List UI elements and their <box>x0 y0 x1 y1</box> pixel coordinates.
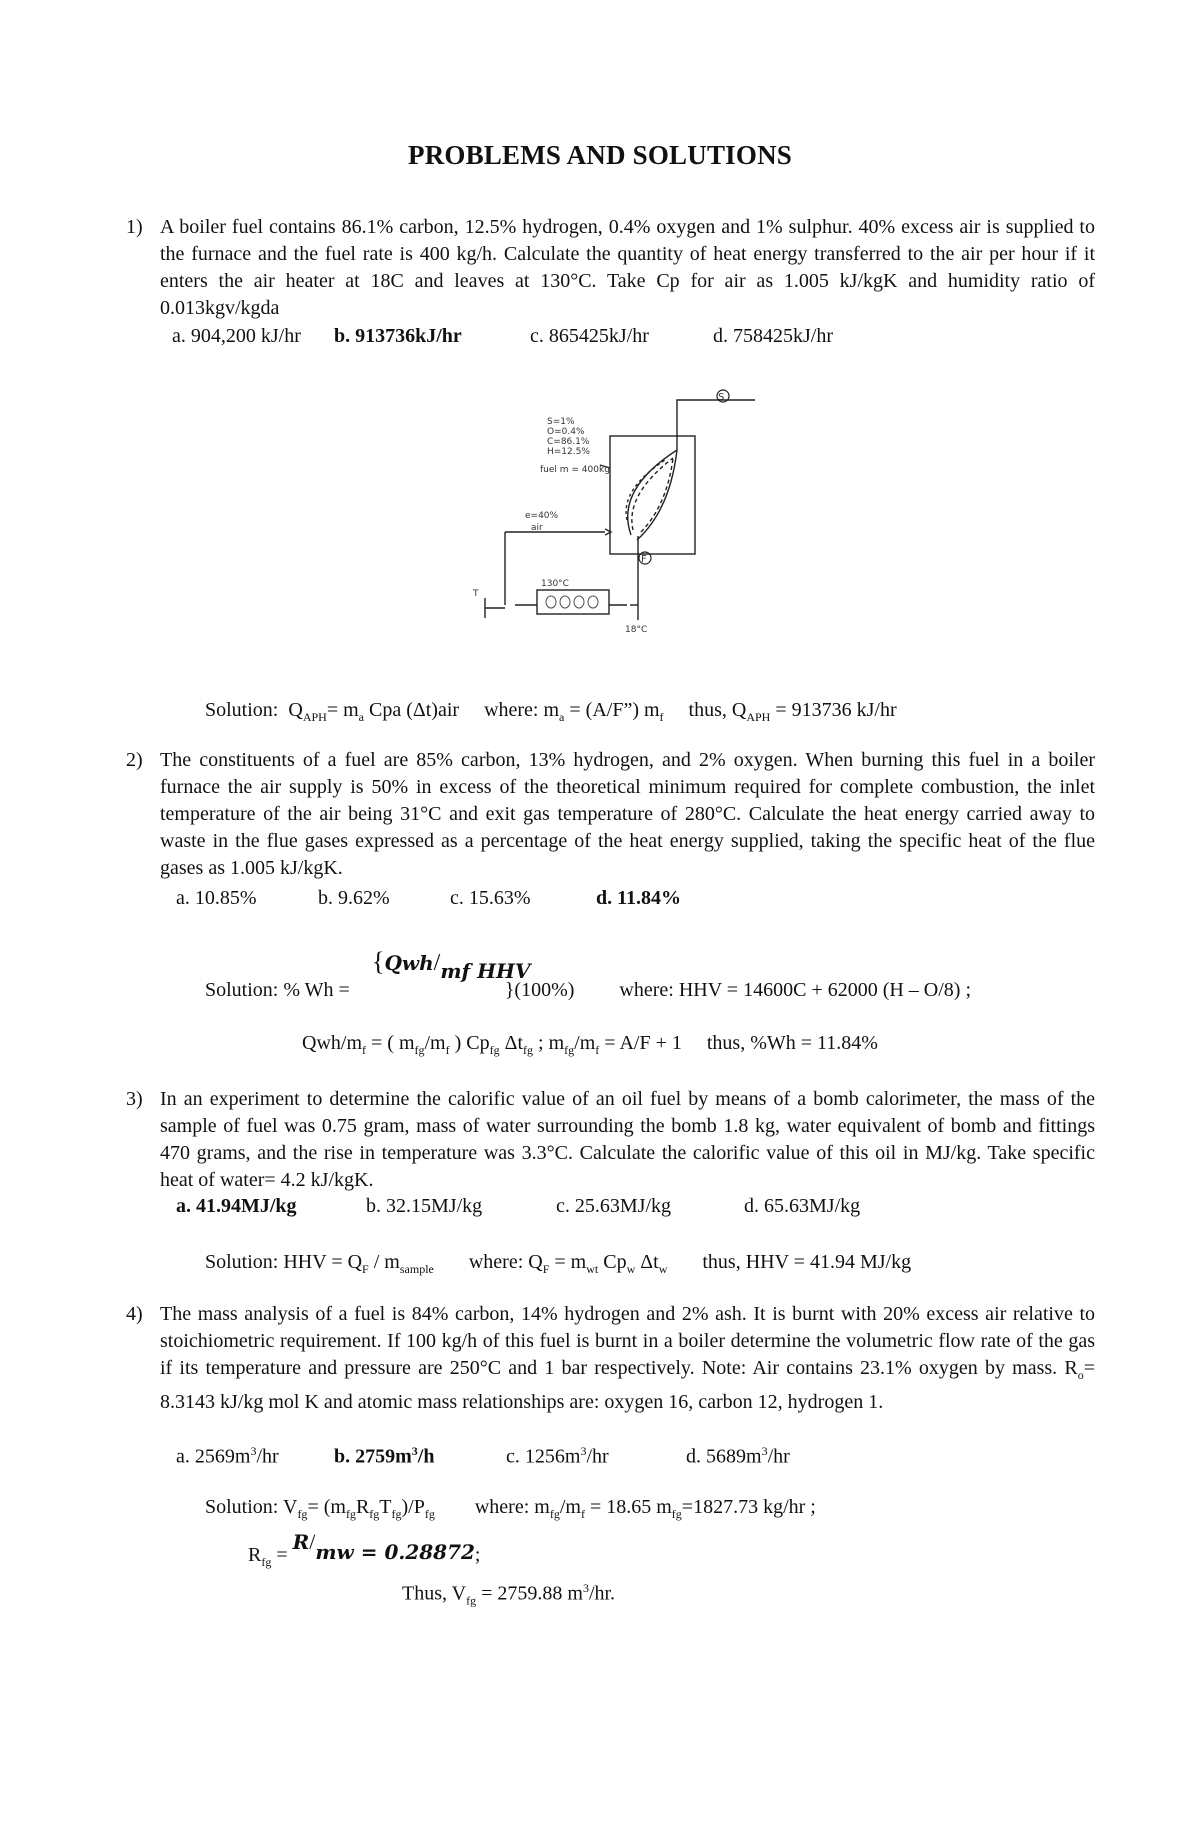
problem-4-option-d: d. $5689m^3/hr$ <box>686 1444 790 1468</box>
problem-4-option-a: a. $2569m^3/hr$ <box>176 1444 279 1468</box>
problem-2-option-c: c. 15.63% <box>450 887 531 909</box>
label-130: 130°C <box>541 579 569 589</box>
problem-3-option-a: a. 41.94MJ/kg <box>176 1195 297 1217</box>
page-title: PROBLEMS AND SOLUTIONS <box>408 140 792 170</box>
problem-3-solution: Solution: HHV = $Q_F / m_{sample}$ where: $Q_F = m_{wt}$ $Cp_w$ $\Delta t_w$ thus, HHV = 41.94 MJ/kg <box>205 1251 912 1276</box>
problem-4-r-formula: $R_{fg} = R/mw = 0.28872$; <box>248 1529 481 1569</box>
flue-gas-line <box>677 400 755 450</box>
problem-1-option-b: b. 913736kJ/hr <box>334 325 462 347</box>
problem-1-option-d: d. 758425kJ/hr <box>713 325 833 347</box>
problem-1-solution: Solution: $Q_{APH}= m_a$ Cpa (Δt)air where: $m_a$ = (A/F”) $m_f$ thus, $Q_{APH} = 913736$ kJ/hr <box>205 699 897 724</box>
problem-2-option-b: b. 9.62% <box>318 887 390 909</box>
problem-3-text: In an experiment to determine the calorific value of an oil fuel by means of a bomb calorimeter, the mass of the sample of fuel was 0.75 gram, mass of water surrounding the bomb 1.8 kg, water equivalent of bomb and fittings 470 grams, and the rise in temperature was 3.3°C. Calculate the calorific value of this oil in MJ/kg. Take specific heat of water= 4.2 kJ/kgK. <box>160 1088 1095 1191</box>
label-hydrogen: H=12.5% <box>547 447 590 457</box>
problem-3-option-b: b. 32.15MJ/kg <box>366 1195 483 1217</box>
problem-4-solution: Solution: $V_{fg}= (m_{fg}R_{fg}T_{fg})/P_{fg}$ where: $m_{fg}/m_f = 18.65$ $m_{fg}=1827.73$ kg/hr ; <box>205 1496 816 1521</box>
problem-3-number: 3) <box>126 1088 143 1110</box>
problem-1-option-a: a. 904,200 kJ/hr <box>172 325 301 347</box>
problem-2-number: 2) <box>126 749 143 771</box>
problem-1-number: 1) <box>126 216 143 238</box>
problem-3-option-c: c. 25.63MJ/kg <box>556 1195 671 1217</box>
label-fuel-rate: fuel m = 400kg <box>540 465 610 475</box>
label-excess: e=40% <box>525 511 559 521</box>
label-t: T <box>473 589 479 599</box>
problem-2-fraction-top: {Qwh/mf HHV <box>372 947 531 983</box>
label-sulphur: S=1% <box>547 417 575 427</box>
label-18: 18°C <box>625 625 648 635</box>
label-oxygen: O=0.4% <box>547 427 585 437</box>
flame-outer-2 <box>637 450 677 540</box>
problem-1-text: A boiler fuel contains 86.1% carbon, 12.5% hydrogen, 0.4% oxygen and 1% sulphur. 40% excess air is supplied to the furnace and the fuel rate is 400 kg/h. Calculate the quantity of heat energy transferred to the air per hour if it enters the air heater at 18C and leaves at 130°C. Take Cp for air as 1.005 kJ/kgK and humidity ratio of 0.013kgv/kgda <box>160 216 1095 319</box>
boiler-air-heater-diagram <box>455 380 765 650</box>
problem-4-text: The mass analysis of a fuel is 84% carbon, 14% hydrogen and 2% ash. It is burnt with 20% excess air relative to stoichiometric requirement. If 100 kg/h of this fuel is burnt in a boiler determine the volumetric flow rate of the gas if its temperature and pressure are 250°C and 1 bar respectively. Note: Air contains 23.1% oxygen by mass. $R_o= 8.3143$ kJ/kg mol K and atomic mass relationships are: oxygen 16, carbon 12, hydrogen 1. <box>160 1303 1095 1413</box>
problem-2-text: The constituents of a fuel are 85% carbon, 13% hydrogen, and 2% oxygen. When burning this fuel in a boiler furnace the air supply is 50% in excess of the theoretical minimum required for complete combustion, the inlet temperature of the air being 31°C and exit gas temperature of 280°C. Calculate the heat energy carried away to waste in the flue gases expressed as a percentage of the heat energy supplied, taking the specific heat of the flue gases as 1.005 kJ/kgK. <box>160 749 1095 879</box>
label-f: F <box>641 554 647 565</box>
problem-2-option-d: d. 11.84% <box>596 887 682 909</box>
problem-4-number: 4) <box>126 1303 143 1325</box>
problem-2-solution-line2: Qwh/$m_f$ = ( $m_{fg}/m_f$ ) $Cp_{fg}$ $\Delta t_{fg}$ ; $m_{fg}/m_f = A/F + 1$ thus, %Wh = 11.84% <box>302 1032 878 1057</box>
problem-4-option-c: c. $1256m^3/hr$ <box>506 1444 609 1468</box>
problem-3-option-d: d. 65.63MJ/kg <box>744 1195 861 1217</box>
furnace-box <box>610 436 695 554</box>
label-air: air <box>531 523 543 533</box>
label-carbon: C=86.1% <box>547 437 590 447</box>
problem-1-option-c: c. 865425kJ/hr <box>530 325 649 347</box>
problem-2-solution: Solution: % Wh = }(100%) where: HHV = 14600C + 62000 (H – O/8) ; <box>205 979 972 1001</box>
problem-4-thus: Thus, $V_{fg} = 2759.88$ $m^3/hr$. <box>402 1581 616 1608</box>
problem-4-option-b: b. $2759m^3/h$ <box>334 1444 435 1468</box>
problem-2-option-a: a. 10.85% <box>176 887 257 909</box>
label-s: S <box>718 392 725 403</box>
